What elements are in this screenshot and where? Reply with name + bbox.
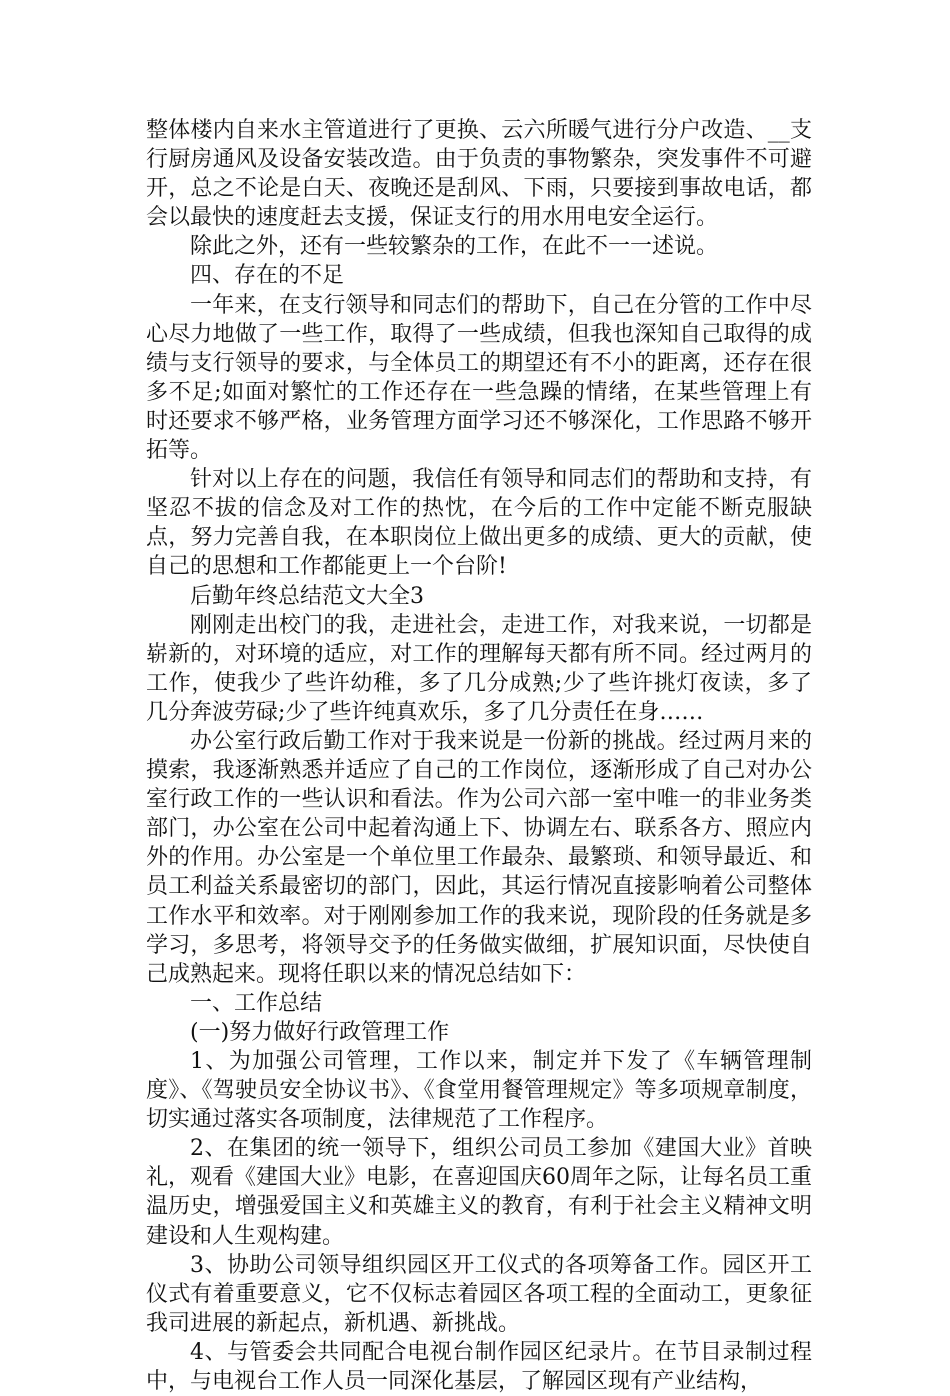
section-heading: 后勤年终总结范文大全3 [190,583,424,609]
subsection-heading: (一)努力做好行政管理工作 [190,1019,450,1045]
section-heading: 一、工作总结 [190,990,323,1016]
paragraph: 3、协助公司领导组织园区开工仪式的各项筹备工作。园区开工仪式有着重要意义，它不仅标志着园区各项工程的全面动工，更象征我司进展的新起点，新机遇、新挑战。 [146,1252,812,1336]
paragraph: 针对以上存在的问题，我信任有领导和同志们的帮助和支持，有坚忍不拔的信念及对工作的热忱，在今后的工作中定能不断克服缺点，努力完善自我，在本职岗位上做出更多的成绩、更大的贡献，使自己的思想和工作都能更上一个台阶! [146,467,812,580]
document-body [146,116,812,1396]
paragraph: 4、与管委会共同配合电视台制作园区纪录片。在节目录制过程中，与电视台工作人员一同深化基层，了解园区现有产业结构， [146,1339,812,1395]
paragraph: 除此之外，还有一些较繁杂的工作，在此不一一述说。 [190,234,719,260]
paragraph: 2、在集团的统一领导下，组织公司员工参加《建国大业》首映礼，观看《建国大业》电影，在喜迎国庆60周年之际，让每名员工重温历史，增强爱国主义和英雄主义的教育，有利于社会主义精神文明建设和人生观构建。 [146,1136,812,1249]
paragraph: 整体楼内自来水主管道进行了更换、云六所暖气进行分户改造、__支行厨房通风及设备安装改造。由于负责的事物繁杂，突发事件不可避开，总之不论是白天、夜晚还是刮风、下雨，只要接到事故电话，都会以最快的速度赶去支援，保证支行的用水用电安全运行。 [146,118,812,231]
paragraph: 一年来，在支行领导和同志们的帮助下，自己在分管的工作中尽心尽力地做了一些工作，取得了一些成绩，但我也深知自己取得的成绩与支行领导的要求，与全体员工的期望还有不小的距离，还存在很多不足;如面对繁忙的工作还存在一些急躁的情绪，在某些管理上有时还要求不够严格，业务管理方面学习还不够深化，工作思路不够开拓等。 [146,292,812,464]
paragraph: 办公室行政后勤工作对于我来说是一份新的挑战。经过两月来的摸索，我逐渐熟悉并适应了自己的工作岗位，逐渐形成了自己对办公室行政工作的一些认识和看法。作为公司六部一室中唯一的非业务类部门，办公室在公司中起着沟通上下、协调左右、联系各方、照应内外的作用。办公室是一个单位里工作最杂、最繁琐、和领导最近、和员工利益关系最密切的部门，因此，其运行情况直接影响着公司整体工作水平和效率。对于刚刚参加工作的我来说，现阶段的任务就是多学习，多思考，将领导交予的任务做实做细，扩展知识面，尽快使自己成熟起来。现将任职以来的情况总结如下： [146,728,812,987]
paragraph: 1、为加强公司管理，工作以来，制定并下发了《车辆管理制度》、《驾驶员安全协议书》、《食堂用餐管理规定》等多项规章制度，切实通过落实各项制度，法律规范了工作程序。 [146,1049,812,1133]
section-heading: 四、存在的不足 [190,263,345,289]
paragraph: 刚刚走出校门的我，走进社会，走进工作，对我来说，一切都是崭新的，对环境的适应，对工作的理解每天都有所不同。经过两月的工作，使我少了些许幼稚，多了几分成熟;少了些许挑灯夜读，多了几分奔波劳碌;少了些许纯真欢乐，多了几分责任在身…… [146,612,812,725]
